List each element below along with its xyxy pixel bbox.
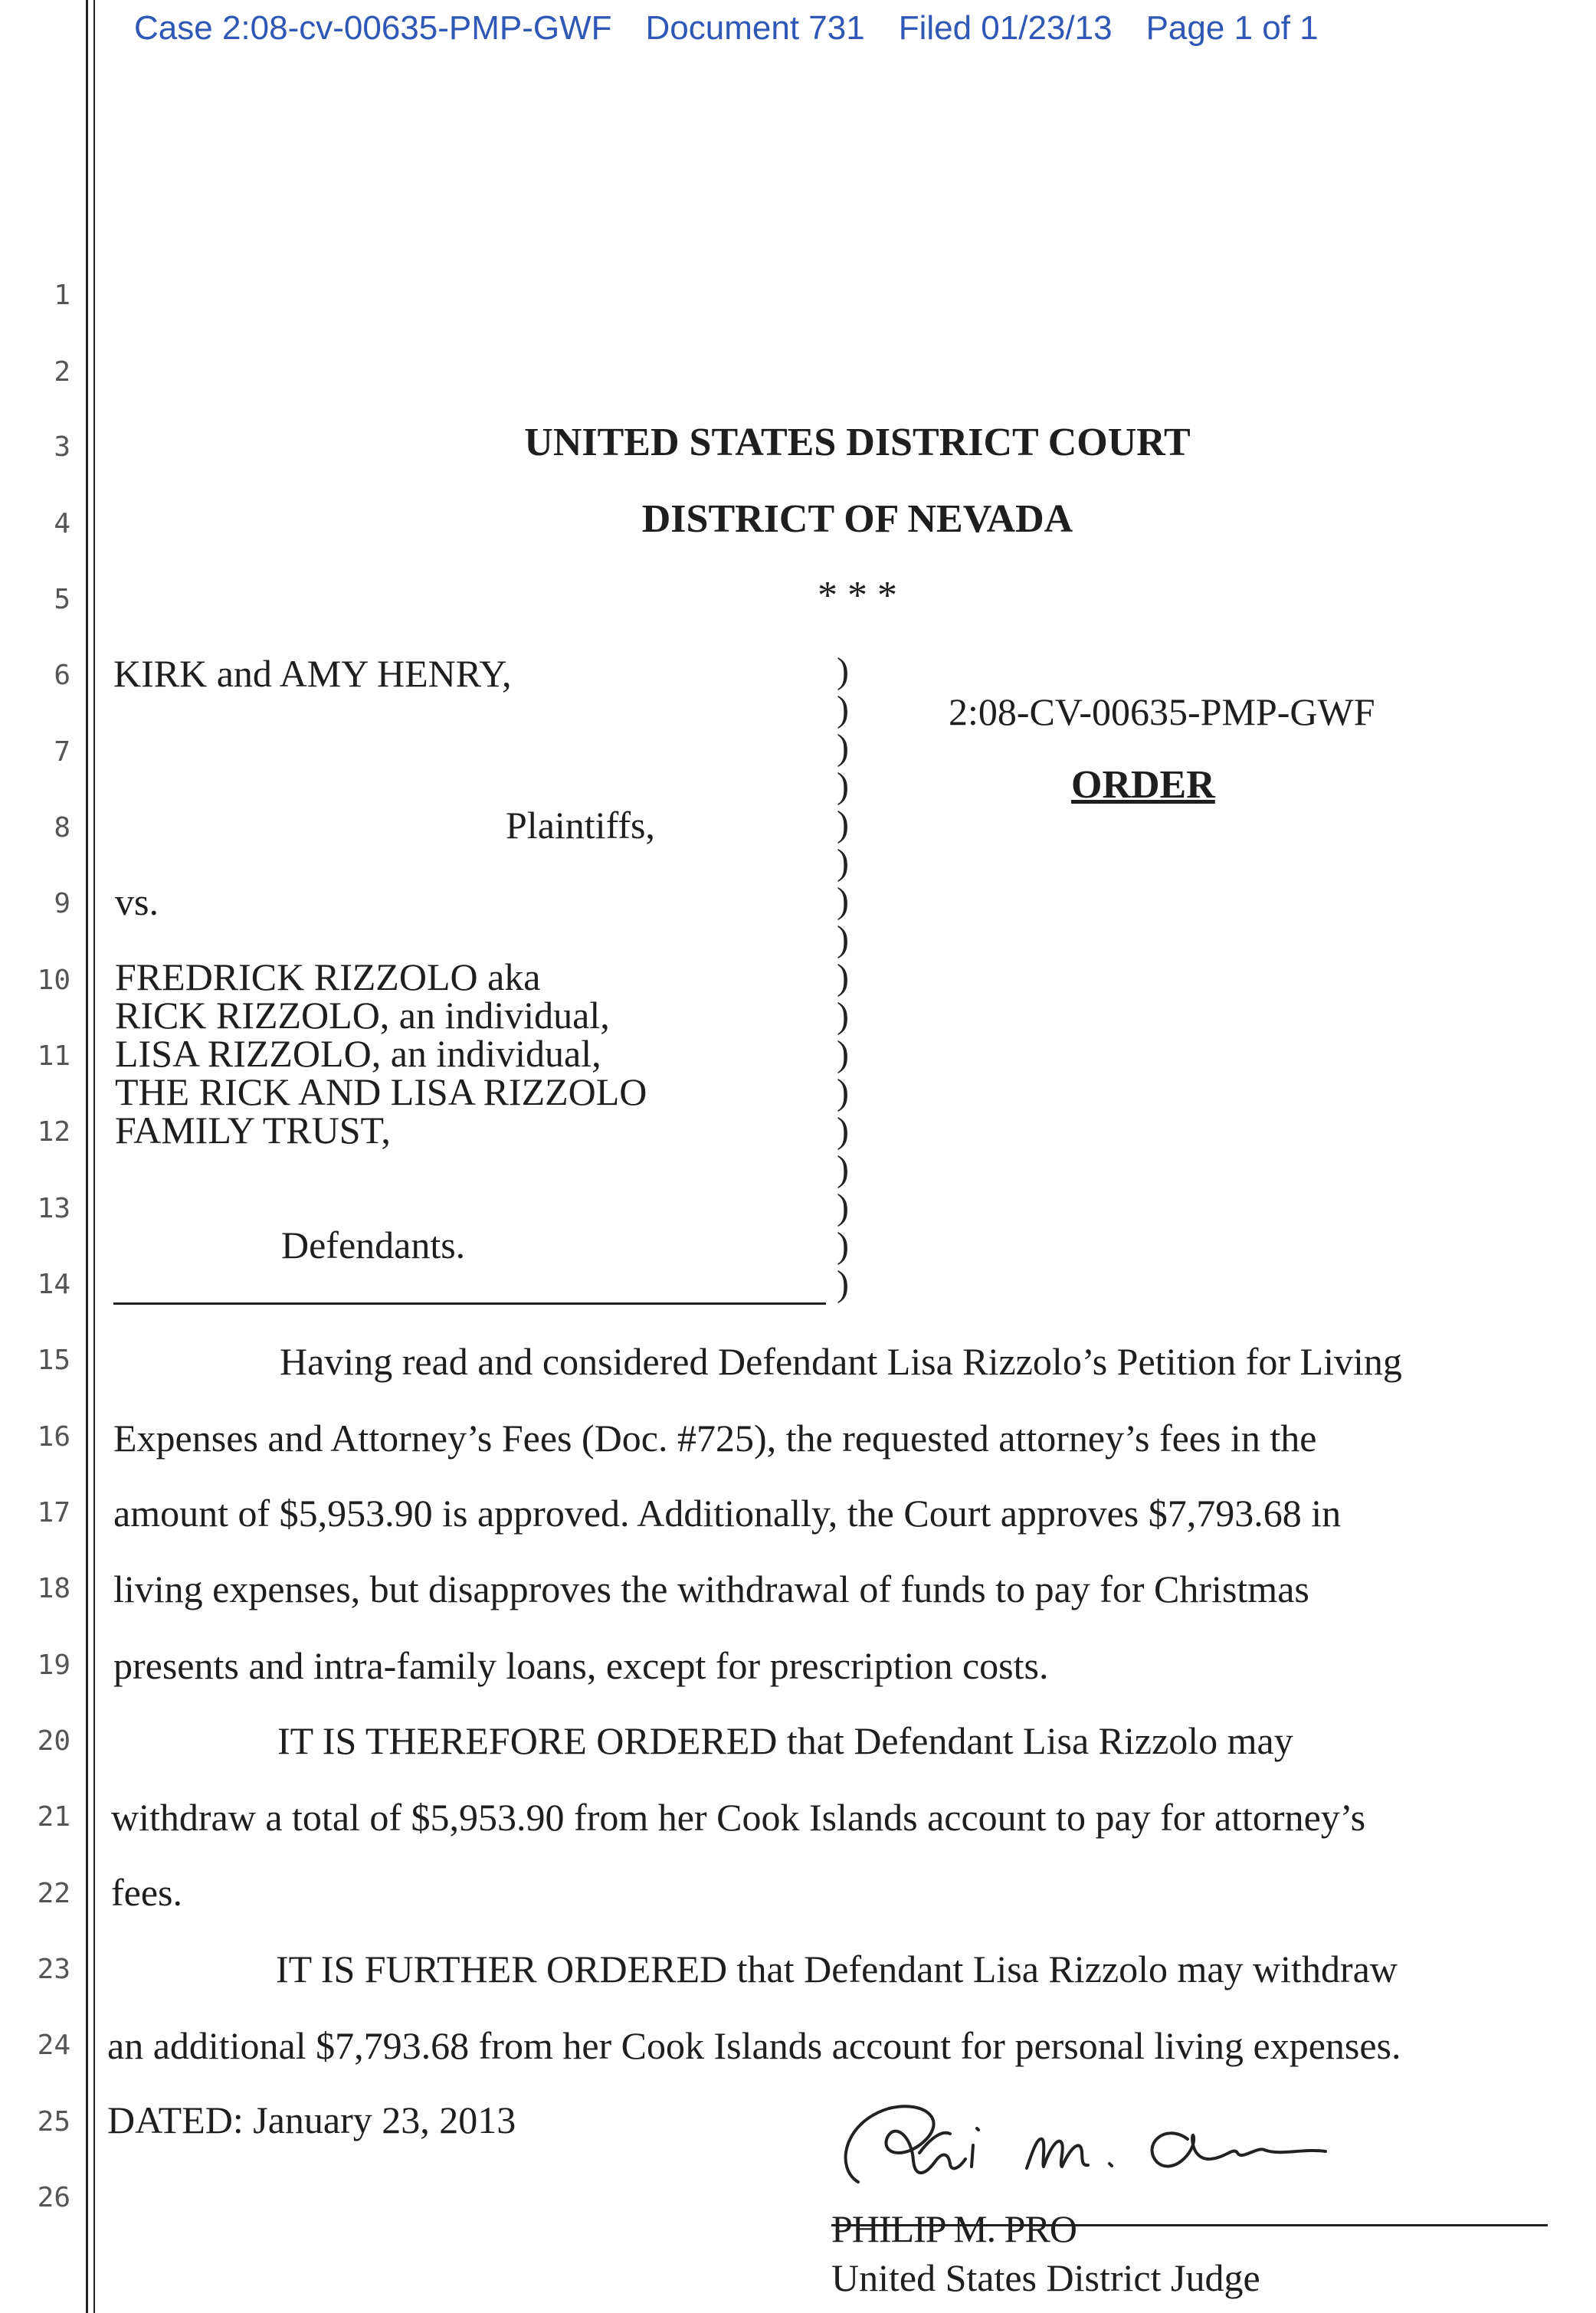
defendants-names <box>115 955 647 1152</box>
line-number: 22 <box>37 1878 70 1909</box>
line-number: 6 <box>54 660 70 691</box>
defendant-line: FREDRICK RIZZOLO aka <box>115 955 541 998</box>
defendant-line: RICK RIZZOLO, an individual, <box>115 994 610 1037</box>
line-number: 2 <box>54 356 70 388</box>
line-number: 5 <box>54 584 70 615</box>
defendant-line: FAMILY TRUST, <box>115 1109 391 1152</box>
line-number: 10 <box>37 965 70 996</box>
line-number: 20 <box>37 1725 70 1757</box>
body-line: an additional $7,793.68 from her Cook Islands account for personal living expenses. <box>107 2024 1401 2067</box>
document-type: ORDER <box>1071 763 1215 807</box>
margin-rule-inner <box>93 0 95 2313</box>
defendant-line: THE RICK AND LISA RIZZOLO <box>115 1070 647 1113</box>
line-number: 12 <box>37 1116 70 1148</box>
line-number: 9 <box>54 888 70 919</box>
dated-line: DATED: January 23, 2013 <box>107 2098 516 2141</box>
judge-title: United States District Judge <box>831 2256 1260 2299</box>
body-line: living expenses, but disapproves the withdrawal of funds to pay for Christmas <box>113 1568 1309 1610</box>
plaintiffs-label: Plaintiffs, <box>506 804 655 847</box>
line-number: 26 <box>37 2182 70 2213</box>
filing-header <box>134 9 1352 48</box>
defendants-label: Defendants. <box>281 1224 466 1266</box>
line-number: 19 <box>37 1650 70 1681</box>
judge-signature <box>827 2092 1410 2199</box>
body-line: IT IS THEREFORE ORDERED that Defendant Lisa Rizzolo may <box>277 1719 1293 1762</box>
body-line: fees. <box>111 1871 182 1914</box>
versus-label: vs. <box>115 880 159 923</box>
line-number: 3 <box>54 431 70 463</box>
document-page: Case 2:08-cv-00635-PMP-GWF Document 731 Filed 01/23/13 Page 1 of 1 1 2 3 4 5 6 7 8 9 10 11 12 13 14 15 16 17 18 19 20 21 22 23 24 25 26 UNITED STATES DISTRICT COURT DISTRICT OF NEVADA * * * KIRK and AMY HENRY, Plaintiffs, vs. FREDRICK RIZZOLO aka RICK RIZZOLO, an individual, LISA RIZZOLO, an individual, THE RICK AND LISA RIZZOLO FAMILY TRUST, Defendants. ) ) ) ) ) ) ) ) ) ) ) ) ) ) ) ) ) 2:08-CV-00635-PMP-GWF ORDER Having read and considered Defendant Lisa Rizzolo’s Petition for Living Expenses and Attorney’s Fees (Doc. #725), the requested attorney’s fees in the amount of $5,953.90 is approved. Additionally, the Court approves $7,793.68 in living expenses, but disapproves the withdrawal of funds to pay for Christmas presents and intra-family loans, except for prescription costs. IT IS THEREFORE ORDERED that Defendant Lisa Rizzolo may withdraw a total of $5,953.90 from her Cook Islands account to pay for attorney’s fees. IT IS FURTHER ORDERED that Defendant Lisa Rizzolo may withdraw an additional $7,793.68 from her Cook Islands account for personal living expenses. DATED: January 23, 2013 PHILIP M. PRO United States District Judge <box>0 0 1596 2313</box>
body-line: Having read and considered Defendant Lisa Rizzolo’s Petition for Living <box>280 1340 1402 1383</box>
line-number: 23 <box>37 1954 70 1985</box>
judge-name: PHILIP M. PRO <box>831 2207 1077 2250</box>
line-number: 13 <box>37 1193 70 1224</box>
filed-date: Filed 01/23/13 <box>898 9 1113 47</box>
line-number: 15 <box>37 1345 70 1376</box>
line-number: 11 <box>37 1040 70 1072</box>
plaintiffs-names: KIRK and AMY HENRY, <box>113 652 512 695</box>
line-number: 14 <box>37 1269 70 1300</box>
page-count: Page 1 of 1 <box>1145 9 1319 47</box>
line-number: 17 <box>37 1497 70 1528</box>
line-number: 25 <box>37 2106 70 2138</box>
line-number: 24 <box>37 2030 70 2061</box>
court-name: UNITED STATES DISTRICT COURT <box>524 421 1191 464</box>
body-line: amount of $5,953.90 is approved. Additionally, the Court approves $7,793.68 in <box>113 1492 1342 1535</box>
body-line: presents and intra-family loans, except for prescription costs. <box>113 1644 1049 1687</box>
line-number: 21 <box>37 1801 70 1833</box>
case-id: Case 2:08-cv-00635-PMP-GWF <box>134 9 612 47</box>
line-number: 1 <box>54 280 70 311</box>
body-line: Expenses and Attorney’s Fees (Doc. #725), the requested attorney’s fees in the <box>113 1417 1317 1460</box>
body-line: withdraw a total of $5,953.90 from her Cook Islands account to pay for attorney’s <box>111 1796 1366 1839</box>
document-number: Document 731 <box>645 9 865 47</box>
line-number: 7 <box>54 736 70 768</box>
section-separator: * * * <box>818 574 897 618</box>
line-number: 18 <box>37 1573 70 1604</box>
line-number: 16 <box>37 1421 70 1453</box>
defendant-line: LISA RIZZOLO, an individual, <box>115 1032 601 1075</box>
court-district: DISTRICT OF NEVADA <box>641 497 1073 541</box>
line-number: 8 <box>54 812 70 844</box>
case-number: 2:08-CV-00635-PMP-GWF <box>949 690 1375 733</box>
line-number: 4 <box>54 508 70 539</box>
body-line: IT IS FURTHER ORDERED that Defendant Lisa Rizzolo may withdraw <box>276 1948 1398 1990</box>
caption-underline <box>113 1302 826 1305</box>
margin-rule-outer <box>86 0 88 2313</box>
